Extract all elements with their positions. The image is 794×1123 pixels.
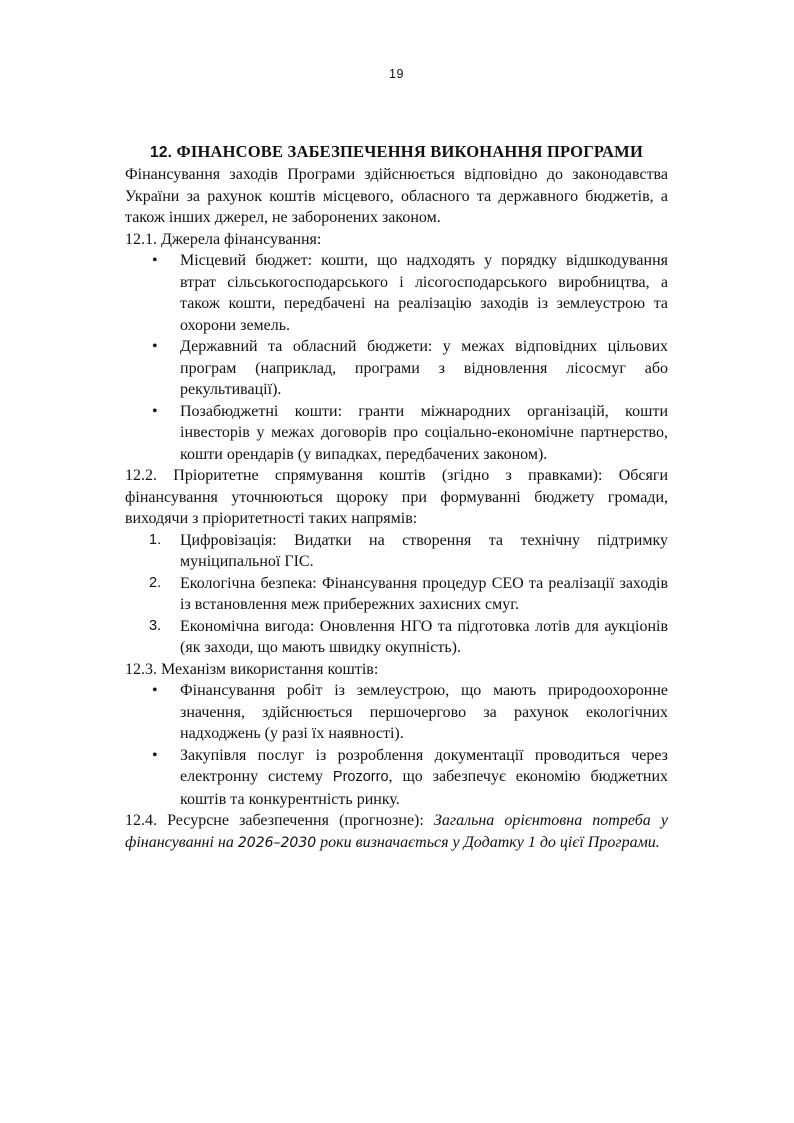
list-item-text: Економічна вигода: Оновлення НГО та підготовка лотів для аукціонів (як заходи, що мають швидку окупність). bbox=[180, 617, 668, 656]
section-heading bbox=[125, 141, 668, 164]
bullet-marker: • bbox=[152, 338, 158, 355]
year-range-text: 2026–2030 bbox=[237, 834, 317, 851]
number-marker: 1. bbox=[149, 531, 162, 548]
list-item bbox=[125, 745, 668, 811]
prozorro-brand-text: Prozorro bbox=[332, 769, 389, 785]
section-12-2-paragraph: 12.2. Пріоритетне спрямування коштів (згідно з правками): Обсяги фінансування уточнюються щороку при формуванні бюджету громади, виходячи з пріоритетності таких напрямів: bbox=[125, 467, 668, 527]
list-item-text: Екологічна безпека: Фінансування процедур СЕО та реалізації заходів із встановлення меж прибережних захисних смуг. bbox=[180, 574, 668, 613]
bullet-marker: • bbox=[152, 402, 158, 420]
list-item bbox=[125, 573, 668, 616]
page-number: 19 bbox=[389, 67, 404, 81]
priority-directions-list bbox=[125, 530, 668, 659]
list-item-text: Фінансування робіт із землеустрою, що мають природоохоронне значення, здійснюється першочергово за рахунок екологічних надходжень (у разі їх наявності). bbox=[180, 682, 668, 742]
heading-text: ФІНАНСОВЕ ЗАБЕЗПЕЧЕННЯ ВИКОНАННЯ ПРОГРАМИ bbox=[172, 142, 643, 161]
section-12-4-paragraph bbox=[125, 810, 668, 854]
list-item bbox=[125, 530, 668, 573]
list-item-text: Цифровізація: Видатки на створення та технічну підтримку муніципальної ГІС. bbox=[180, 531, 668, 570]
list-item bbox=[125, 680, 668, 745]
list-item-text: Позабюджетні кошти: гранти міжнародних організацій, кошти інвесторів у межах договорів про соціально-економічне партнерство, кошти орендарів (у випадках, передбачених законом). bbox=[180, 402, 668, 463]
intro-paragraph: Фінансування заходів Програми здійснюється відповідно до законодавства України за рахунок коштів місцевого, обласного та державного бюджетів, а також інших джерел, не заборонених законом. bbox=[125, 166, 668, 226]
list-item-text: Закупівля послуг із розроблення документації проводиться через електронну систему bbox=[180, 746, 668, 785]
section-12-1-title: 12.1. Джерела фінансування: bbox=[125, 230, 322, 248]
list-item bbox=[125, 336, 668, 401]
funds-usage-list bbox=[125, 680, 668, 810]
list-item-text: Державний та обласний бюджети: у межах відповідних цільових програм (наприклад, програми з відновлення лісосмуг або рекультивації). bbox=[180, 338, 668, 398]
list-item-text: , що забезпечує економію бюджетних коштів та конкурентність ринку. bbox=[180, 768, 669, 808]
section-12-4-italic-text: роки визначається у Додатку 1 до цієї Програми. bbox=[316, 833, 660, 851]
number-marker: 2. bbox=[149, 574, 162, 591]
section-12-4-italic-text: Загальна орієнтовна потреба у фінансуванні на bbox=[125, 812, 668, 851]
list-item bbox=[125, 616, 668, 659]
section-12-3-title: 12.3. Механізм використання коштів: bbox=[125, 660, 379, 678]
list-item bbox=[125, 250, 668, 336]
list-item-text: Місцевий бюджет: кошти, що надходять у порядку відшкодування втрат сільськогосподарського і лісогосподарського виробництва, а також кошти, передбачені на реалізацію заходів із землеустрою та охорони земель. bbox=[180, 252, 668, 334]
list-item bbox=[125, 401, 668, 466]
number-marker: 3. bbox=[149, 617, 162, 634]
bullet-marker: • bbox=[152, 682, 158, 699]
heading-number: 12. bbox=[150, 144, 173, 161]
funding-sources-list bbox=[125, 250, 668, 465]
bullet-marker: • bbox=[152, 252, 158, 269]
section-12-4-lead: 12.4. Ресурсне забезпечення (прогнозне): bbox=[125, 812, 434, 829]
bullet-marker: • bbox=[152, 746, 158, 764]
